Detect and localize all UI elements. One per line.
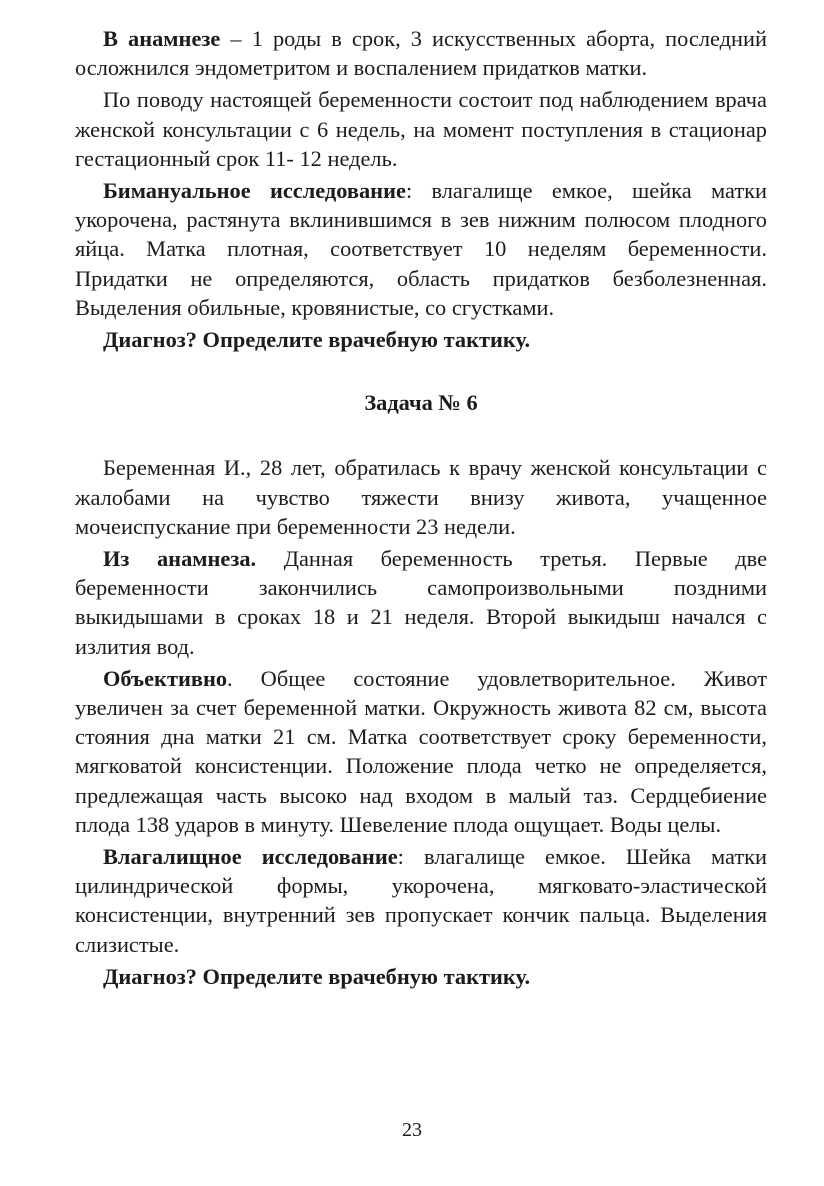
- anamnesis-text: – 1 роды в срок, 3 искусственных аборта, последний осложнился эндометритом и воспалением придатков матки.: [75, 26, 767, 81]
- vaginal-text: : влагалище емкое. Шейка матки цилиндрической формы, укорочена, мягковато-эластической консистенции, внутренний зев пропускает кончик пальца. Выделения слизистые.: [75, 844, 767, 957]
- intro-text: Беременная И., 28 лет, обратилась к врачу женской консультации с жалобами на чувство тяжести внизу живота, учащенное мочеиспускание при беременности 23 недели.: [75, 455, 767, 539]
- bimanual-paragraph: [75, 176, 767, 322]
- anamnesis-lead: В анамнезе: [103, 26, 221, 51]
- bimanual-text: : влагалище емкое, шейка матки укорочена, растянута вклинившимся в зев нижним полюсом плодного яйца. Матка плотная, соответствует 10 неделям беременности. Придатки не определяются, область придатков безболезненная. Выделения обильные, кровянистые, со сгустками.: [75, 178, 768, 320]
- vaginal-paragraph: [75, 842, 767, 959]
- objective-paragraph: [75, 664, 767, 839]
- page-number: 23: [402, 1119, 422, 1141]
- objective-lead: Объективно: [103, 665, 228, 691]
- history-paragraph: [75, 544, 767, 661]
- page-content: [75, 24, 767, 991]
- intro-paragraph: [75, 453, 767, 541]
- question-2: Диагноз? Определите врачебную тактику.: [103, 963, 531, 989]
- bimanual-lead: Бимануальное исследование: [103, 178, 406, 204]
- question-1: Диагноз? Определите врачебную тактику.: [103, 327, 531, 353]
- history-text: Данная беременность третья. Первые две беременности закончились самопроизвольными поздними выкидышами в сроках 18 и 21 неделя. Второй выкидыш начался с излития вод.: [75, 546, 768, 659]
- history-lead: Из анамнеза.: [103, 546, 257, 572]
- objective-text: . Общее состояние удовлетворительное. Живот увеличен за счет беременной матки. Окружность живота 82 см, высота стояния дна матки 21 см. Матка соответствует сроку беременности, мягковатой консистенции. Положение плода четко не определяется, предлежащая часть высоко над входом в малый таз. Сердцебиение плода 138 ударов в минуту. Шевеление плода ощущает. Воды целы.: [75, 665, 767, 837]
- task-6-title: Задача № 6: [364, 390, 478, 416]
- pregnancy-text: По поводу настоящей беременности состоит под наблюдением врача женской консультации с 6 недель, на момент поступления в стационар гестационный срок 11- 12 недель.: [75, 87, 767, 171]
- vaginal-lead: Влагалищное исследование: [103, 844, 398, 870]
- pregnancy-paragraph: [75, 85, 767, 173]
- anamnesis-paragraph: [75, 24, 767, 82]
